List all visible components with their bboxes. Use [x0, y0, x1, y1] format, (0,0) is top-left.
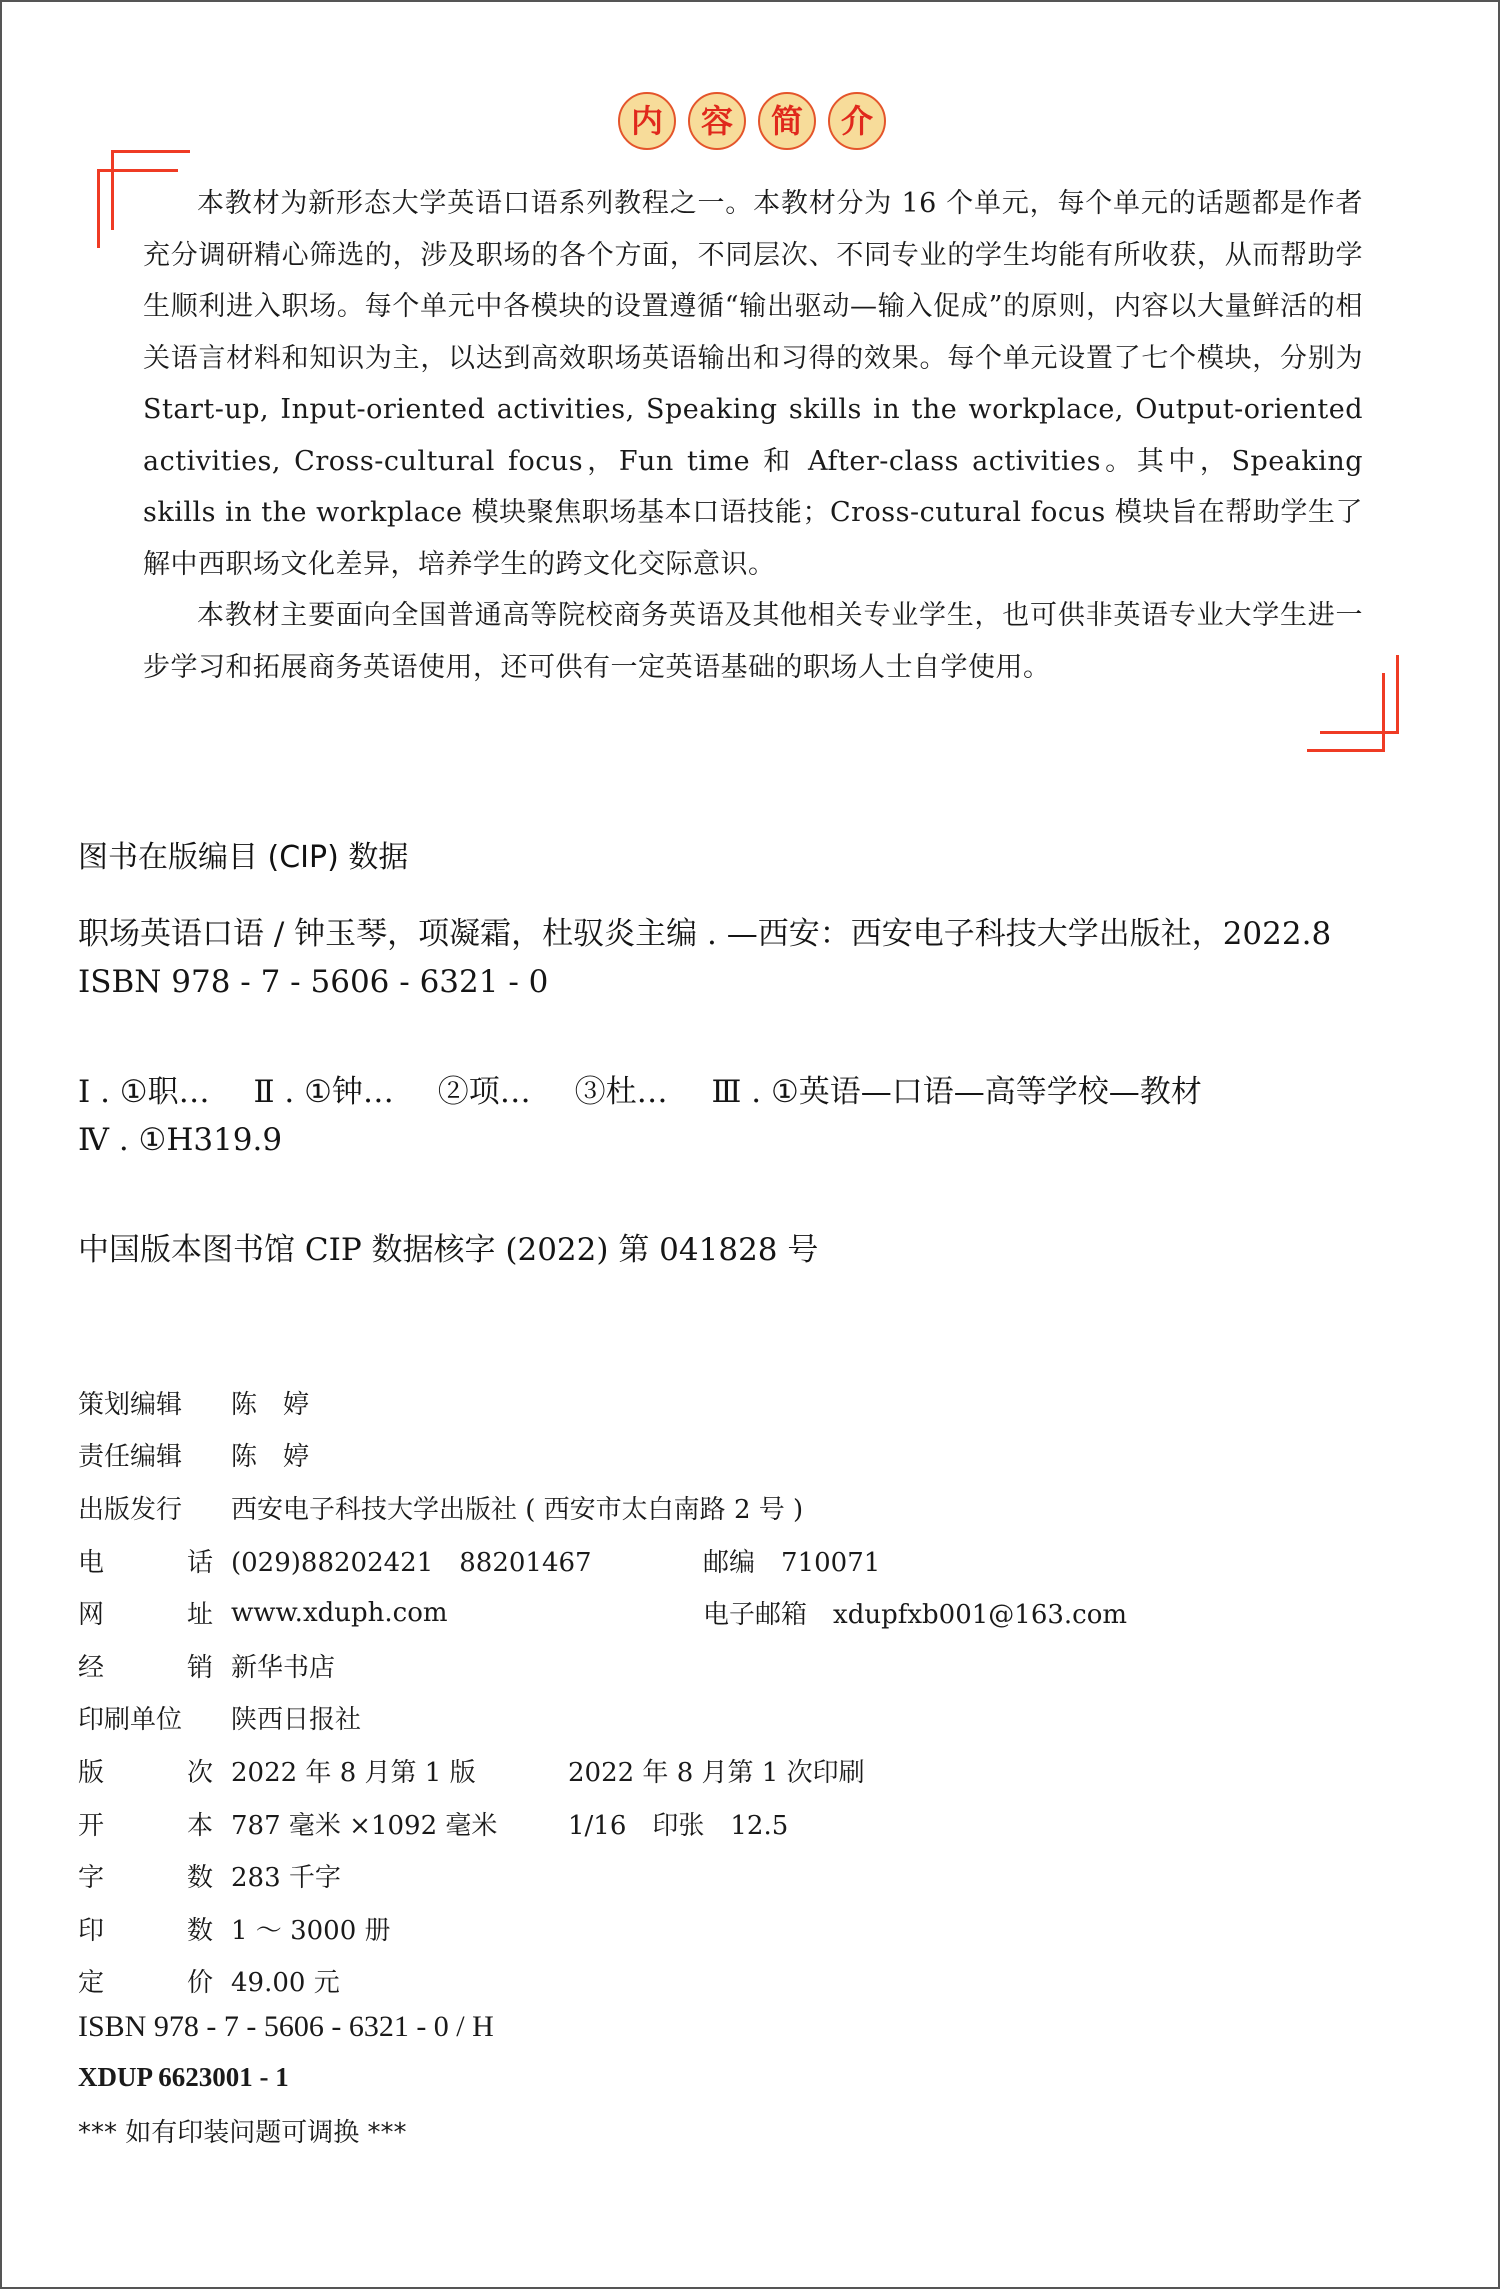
isbn-full: ISBN 978 - 7 - 5606 - 6321 - 0 / H	[78, 2010, 494, 2043]
pub-row-printer	[78, 1692, 803, 1745]
cip-heading: 图书在版编目 (CIP) 数据	[78, 840, 409, 875]
pub-value: (029)88202421 88201467	[231, 1547, 592, 1578]
pub-value: 283 千字	[231, 1863, 341, 1894]
sheets: 1/16 印张 12.5	[568, 1810, 789, 1841]
pub-label: 印刷单位	[78, 1705, 183, 1736]
email-link[interactable]: xdupfxb001@163.com	[833, 1600, 1128, 1631]
title-circle: 简	[758, 92, 816, 150]
pub-value: 2022 年 8 月第 1 版	[231, 1757, 476, 1788]
postcode: 邮编 710071	[703, 1547, 881, 1578]
pub-label: 网 址	[78, 1600, 213, 1631]
pub-row-publisher	[78, 1481, 803, 1534]
publication-details	[78, 1376, 1128, 2007]
pub-value: 陈 婷	[231, 1442, 310, 1473]
pub-label: 开 本	[78, 1810, 213, 1841]
pub-label: 电 话	[78, 1547, 213, 1578]
pub-label: 经 销	[78, 1652, 213, 1683]
email: 电子邮箱 xdupfxb001@163.com	[703, 1600, 1128, 1631]
pub-value: 1 ～ 3000 册	[231, 1915, 391, 1946]
pub-label: 责任编辑	[78, 1442, 183, 1473]
pub-value: 西安电子科技大学出版社 ( 西安市太白南路 2 号 )	[231, 1494, 804, 1525]
cip-class-item: ③杜…	[574, 1074, 668, 1110]
pub-label: 出版发行	[78, 1494, 183, 1525]
pub-row-format	[78, 1797, 803, 1850]
pub-value: 49.00 元	[231, 1968, 340, 1999]
pub-row-word-count	[78, 1849, 803, 1902]
pub-value: 陕西日报社	[231, 1705, 362, 1736]
pub-row-print-count	[78, 1902, 803, 1955]
pub-value: 陈 婷	[231, 1389, 310, 1420]
print-run: 2022 年 8 月第 1 次印刷	[568, 1757, 865, 1788]
pub-value: 新华书店	[231, 1652, 336, 1683]
intro-body	[143, 178, 1363, 693]
cip-class-item: Ⅰ . ①职…	[78, 1074, 210, 1110]
website-link[interactable]: www.xduph.com	[231, 1597, 448, 1628]
xdup-code: XDUP 6623001 - 1	[78, 2062, 289, 2092]
pub-row-phone	[78, 1534, 881, 1587]
pub-label: 印 数	[78, 1915, 213, 1946]
cip-bibliographic-line: 职场英语口语 / 钟玉琴，项凝霜，杜驭炎主编 . —西安：西安电子科技大学出版社，2022.8	[78, 916, 1332, 952]
cip-verification: 中国版本图书馆 CIP 数据核字 (2022) 第 041828 号	[78, 1232, 819, 1268]
cip-class-item: Ⅲ . ①英语—口语—高等学校—教材	[711, 1074, 1202, 1110]
title-circle: 内	[618, 92, 676, 150]
cip-classification	[78, 1066, 1236, 1111]
pub-row-planning-editor	[78, 1376, 803, 1429]
pub-row-website	[78, 1586, 1128, 1639]
pub-label: 版 次	[78, 1757, 213, 1788]
pub-row-edition	[78, 1744, 865, 1797]
exchange-notice: *** 如有印装问题可调换 ***	[78, 2118, 407, 2148]
cip-class-item: ②项…	[437, 1074, 531, 1110]
title-circle: 容	[688, 92, 746, 150]
intro-title	[618, 92, 886, 150]
title-circle: 介	[828, 92, 886, 150]
pub-row-price	[78, 1955, 803, 2008]
cip-isbn: ISBN 978 - 7 - 5606 - 6321 - 0	[78, 964, 549, 1000]
pub-row-distributor	[78, 1639, 803, 1692]
pub-row-responsible-editor	[78, 1429, 803, 1482]
intro-paragraph: 本教材主要面向全国普通高等院校商务英语及其他相关专业学生，也可供非英语专业大学生进一步学习和拓展商务英语使用，还可供有一定英语基础的职场人士自学使用。	[143, 600, 1363, 683]
pub-label: 定 价	[78, 1968, 213, 1999]
cip-classification-line2: Ⅳ . ①H319.9	[78, 1122, 283, 1158]
cip-class-item: Ⅱ . ①钟…	[253, 1074, 394, 1110]
pub-label: 策划编辑	[78, 1389, 183, 1420]
intro-paragraph: 本教材为新形态大学英语口语系列教程之一。本教材分为 16 个单元，每个单元的话题都是作者充分调研精心筛选的，涉及职场的各个方面，不同层次、不同专业的学生均能有所收获，从而帮助学生顺利进入职场。每个单元中各模块的设置遵循“输出驱动—输入促成”的原则，内容以大量鲜活的相关语言材料和知识为主，以达到高效职场英语输出和习得的效果。每个单元设置了七个模块，分别为 Start-up, Input-oriented activities, Speaking skills in the workplace, Output-oriented activities, Cross-cultural focus，Fun time 和 After-class activities。其中，Speaking skills in the workplace 模块聚焦职场基本口语技能；Cross-cutural focus 模块旨在帮助学生了解中西职场文化差异，培养学生的跨文化交际意识。	[143, 188, 1363, 580]
pub-label: 字 数	[78, 1863, 213, 1894]
pub-value: 787 毫米 ×1092 毫米	[231, 1810, 498, 1841]
